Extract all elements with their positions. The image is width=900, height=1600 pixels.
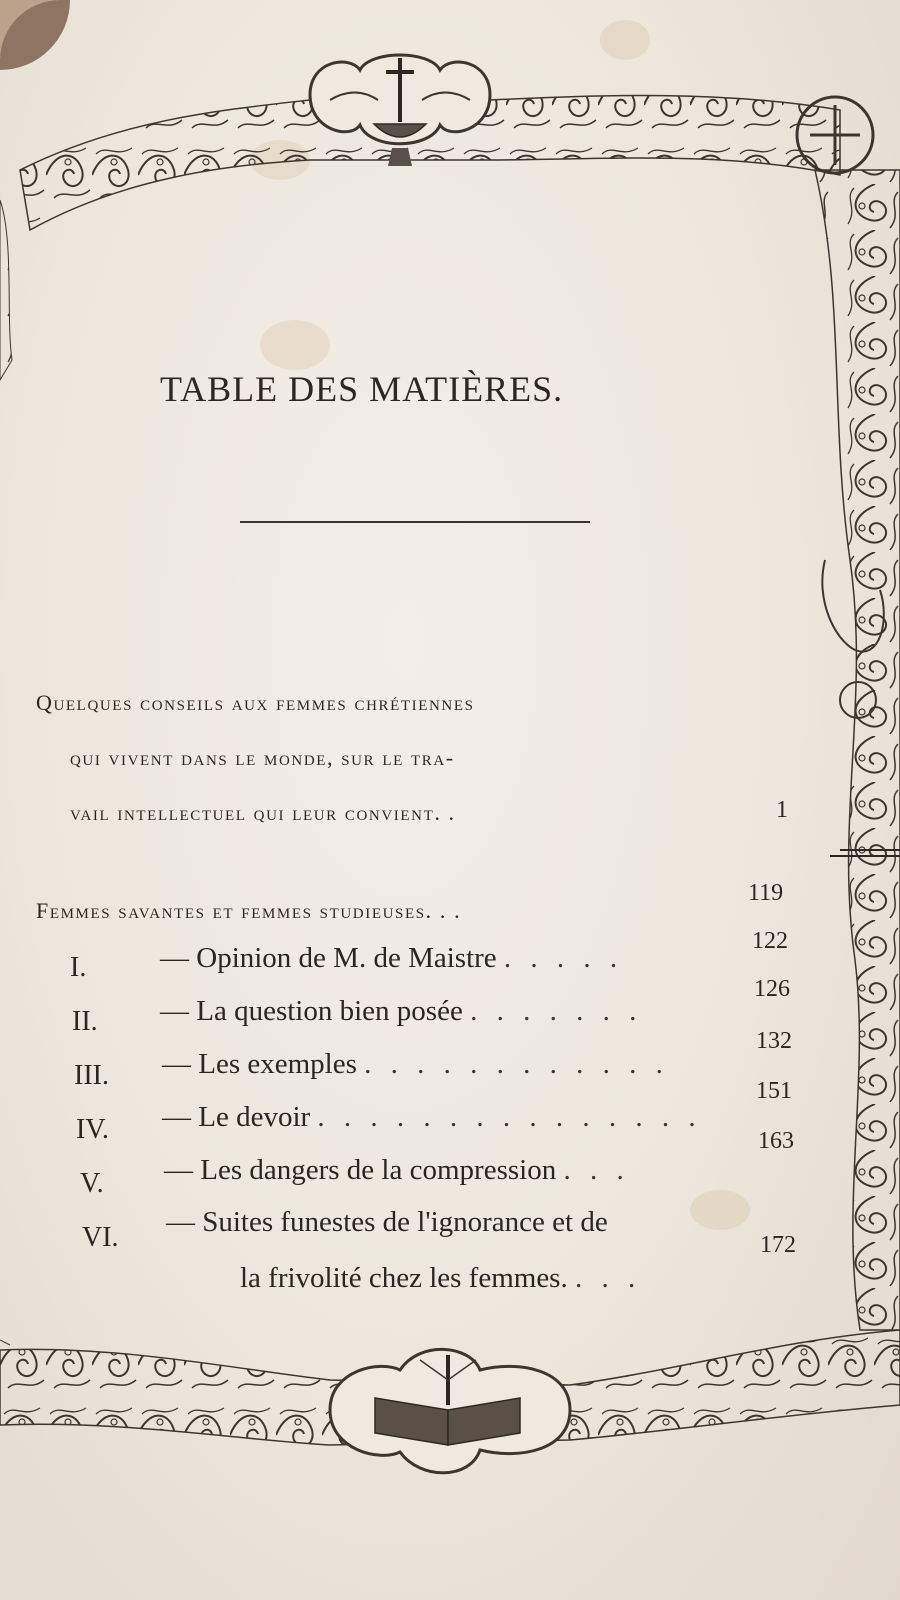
chapter-number: II.	[72, 1006, 98, 1037]
chapter-number: III.	[74, 1060, 109, 1091]
page-number: 163	[758, 1128, 794, 1154]
page-number: 1	[776, 797, 788, 823]
chapter-title: — Opinion de M. de Maistre . . . . .	[160, 942, 624, 974]
page-number: 132	[756, 1028, 792, 1054]
chapter-title: — La question bien posée . . . . . . .	[160, 995, 643, 1027]
chapter-title: — Suites funestes de l'ignorance et de	[166, 1206, 608, 1238]
chapter-number: V.	[80, 1168, 104, 1199]
section-line: vail intellectuel qui leur convient. .	[70, 800, 456, 825]
section-heading: Femmes savantes et femmes studieuses. . .	[36, 898, 462, 923]
chapter-title: — Les exemples . . . . . . . . . . . .	[162, 1048, 669, 1080]
page-number: 122	[752, 928, 788, 954]
chapter-title: — Le devoir . . . . . . . . . . . . . . .	[162, 1101, 702, 1133]
chapter-title-continuation: la frivolité chez les femmes. . . .	[240, 1262, 642, 1294]
section-line: Quelques conseils aux femmes chrétiennes	[36, 690, 475, 715]
page-number: 119	[748, 880, 784, 906]
title-divider	[240, 521, 590, 523]
page-number: 172	[760, 1232, 796, 1258]
chapter-number: I.	[70, 952, 87, 983]
section-line: qui vivent dans le monde, sur le tra-	[70, 745, 455, 770]
chapter-number: VI.	[82, 1222, 119, 1253]
page-number: 151	[756, 1078, 792, 1104]
chapter-number: IV.	[76, 1114, 109, 1145]
page-title: TABLE DES MATIÈRES.	[160, 369, 564, 409]
page-number: 126	[754, 976, 790, 1002]
chapter-title: — Les dangers de la compression . . .	[164, 1154, 630, 1186]
